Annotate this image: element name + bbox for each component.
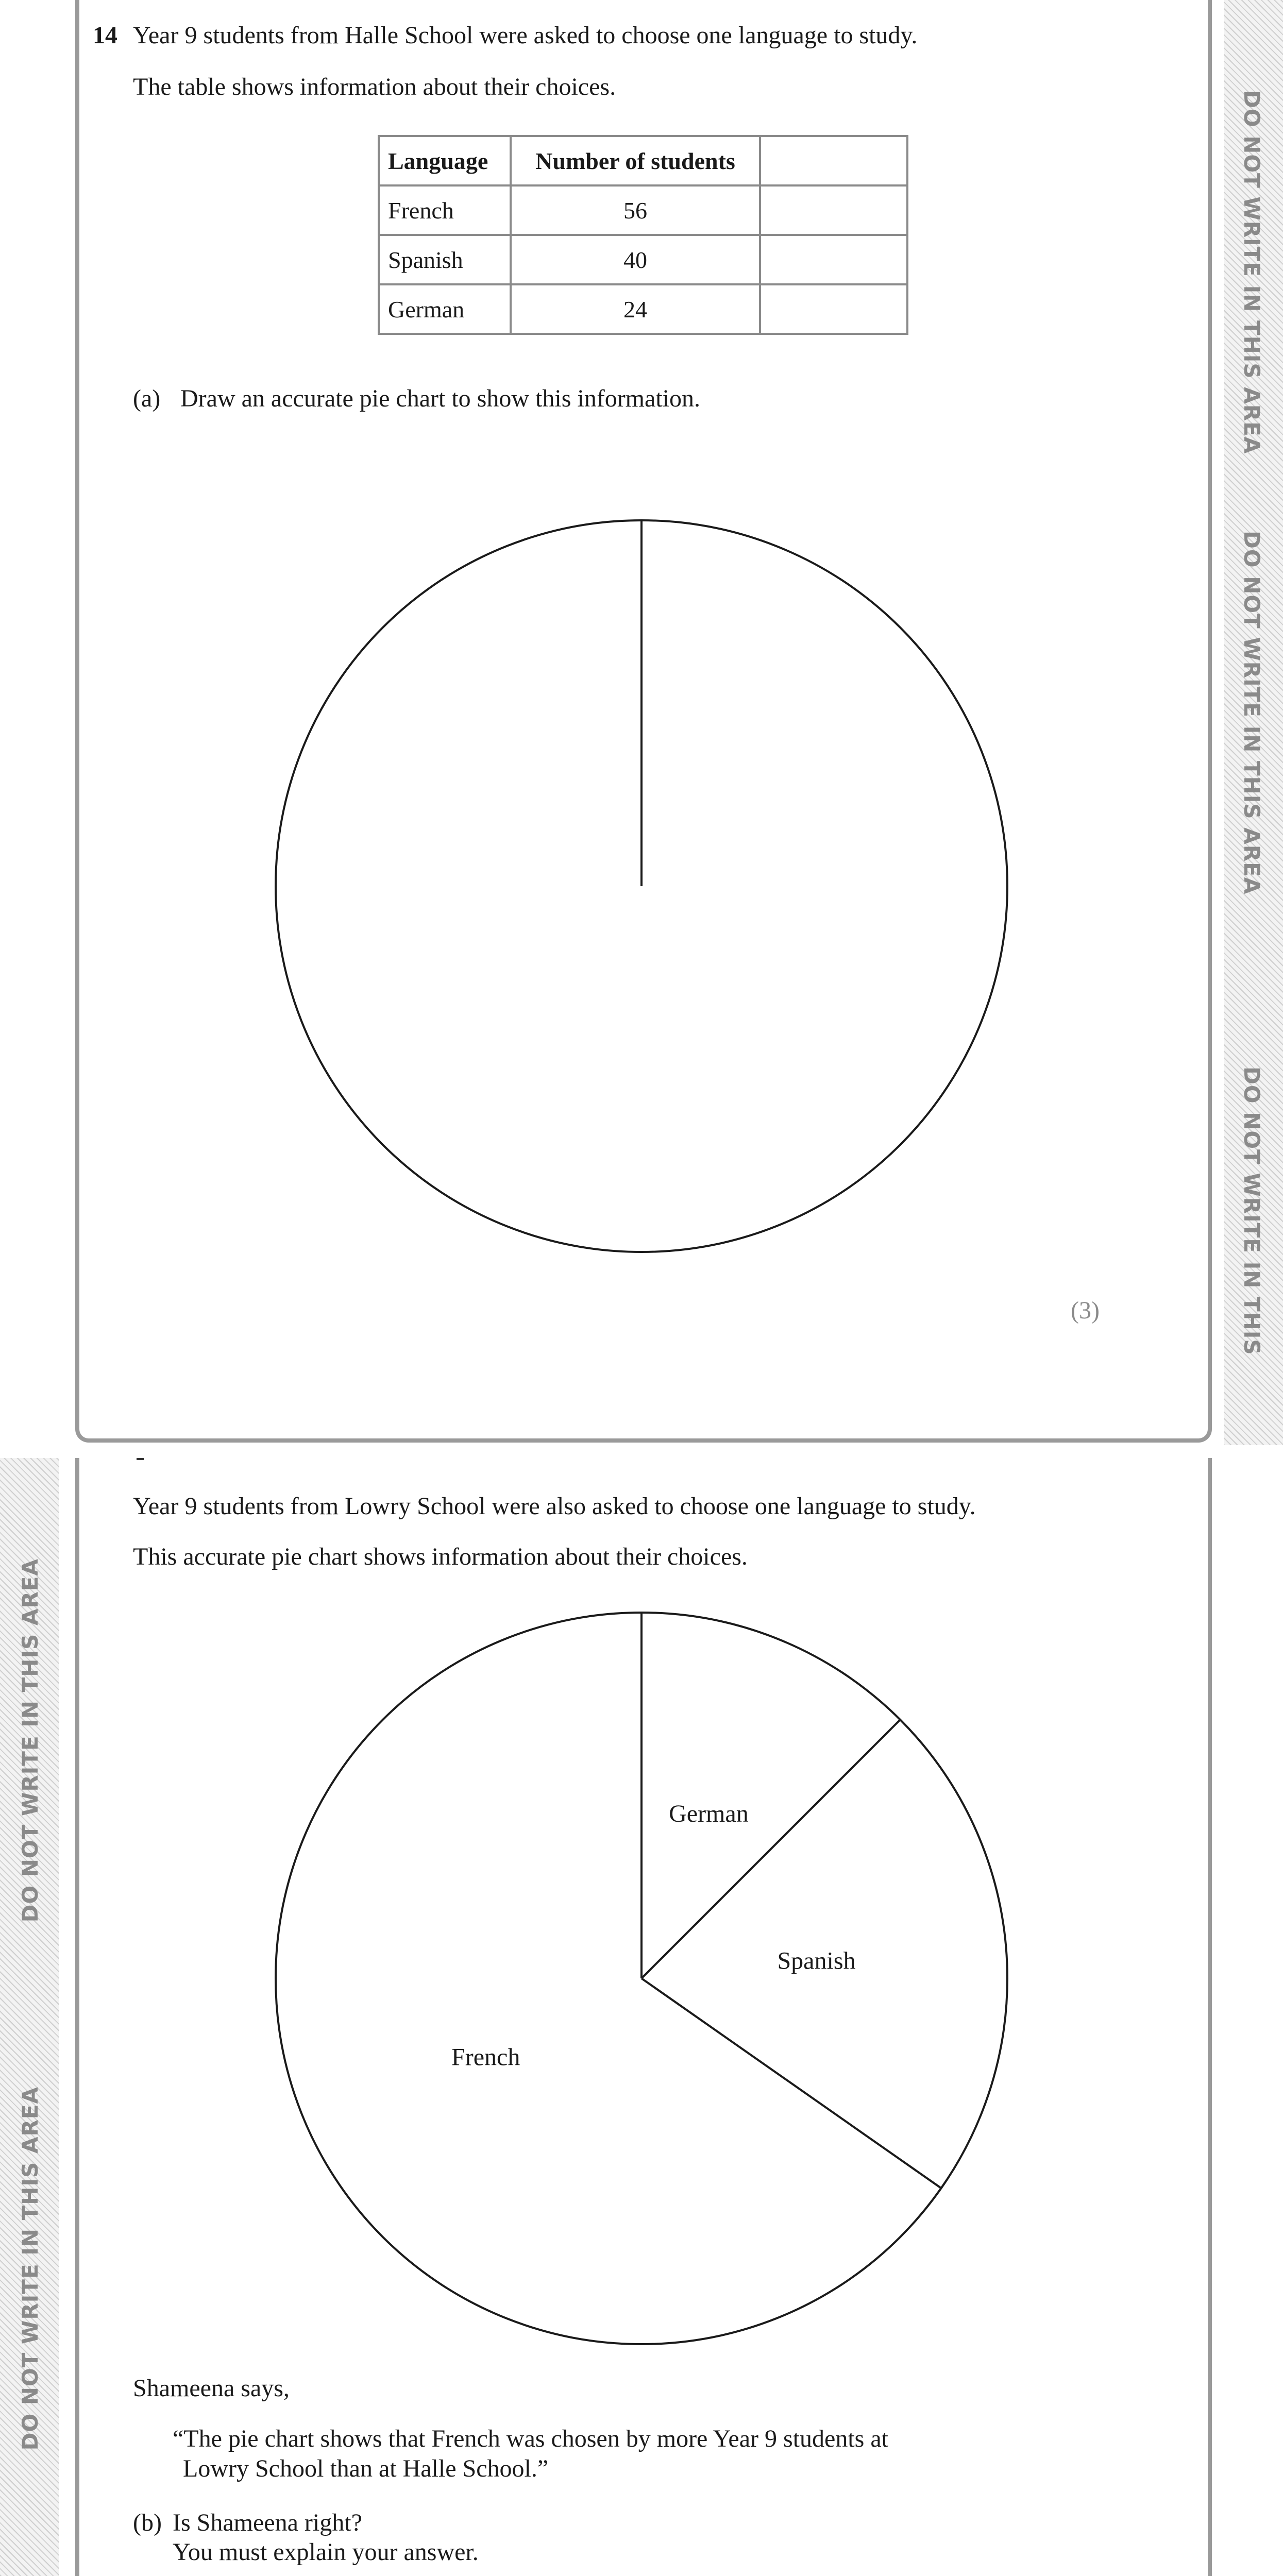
table-cell-blank[interactable] [760, 235, 907, 284]
pie-label-spanish: Spanish [777, 1947, 856, 1975]
table-header-blank [760, 136, 907, 185]
margin-warning-left-1: DO NOT WRITE IN THIS AREA [18, 1558, 43, 1923]
part-a-marks: (3) [1071, 1297, 1100, 1324]
table-cell-number: 40 [511, 235, 760, 284]
table-row [379, 284, 907, 334]
margin-warning-right-1: DO NOT WRITE IN THIS AREA [1239, 90, 1264, 454]
table-header-row [379, 136, 907, 185]
table-cell-language: German [379, 284, 511, 334]
table-header-number: Number of students [511, 136, 760, 185]
table-cell-number: 56 [511, 185, 760, 235]
margin-warning-left-2: DO NOT WRITE IN THIS AREA [18, 2087, 43, 2451]
table-cell-blank[interactable] [760, 284, 907, 334]
table-cell-language: French [379, 185, 511, 235]
margin-warning-right-2: DO NOT WRITE IN THIS AREA [1239, 531, 1264, 895]
pie-divider-line [642, 1720, 900, 1978]
question-intro: Year 9 students from Halle School were asked to choose one language to study. [133, 22, 918, 49]
page-tick-mark [137, 1458, 144, 1460]
table-row [379, 185, 907, 235]
part-b-question: Is Shameena right? [173, 2509, 362, 2536]
part-b-label: (b) [133, 2509, 162, 2536]
pie-label-french: French [451, 2043, 520, 2071]
lowry-chart-intro: This accurate pie chart shows information about their choices. [133, 1543, 748, 1570]
question-number: 14 [93, 22, 117, 49]
lowry-intro: Year 9 students from Lowry School were also asked to choose one language to study. [133, 1493, 976, 1520]
blank-pie-circle[interactable] [273, 518, 1010, 1255]
table-cell-number: 24 [511, 284, 760, 334]
language-table [378, 135, 908, 335]
table-header-language: Language [379, 136, 511, 185]
table-cell-blank[interactable] [760, 185, 907, 235]
table-row [379, 235, 907, 284]
part-a-label: (a) [133, 385, 161, 412]
part-a-text: Draw an accurate pie chart to show this information. [180, 385, 700, 412]
quote-line-1: “The pie chart shows that French was chosen by more Year 9 students at [173, 2425, 888, 2452]
pie-label-german: German [669, 1800, 749, 1828]
pie-divider-line [642, 1978, 941, 2188]
part-b-instruction: You must explain your answer. [173, 2538, 479, 2566]
quote-line-2: Lowry School than at Halle School.” [183, 2455, 549, 2482]
margin-warning-right-3: DO NOT WRITE IN THIS [1239, 1066, 1264, 1355]
quote-intro: Shameena says, [133, 2375, 290, 2402]
lowry-pie-chart [273, 1610, 1010, 2347]
table-cell-language: Spanish [379, 235, 511, 284]
table-intro: The table shows information about their choices. [133, 73, 616, 100]
